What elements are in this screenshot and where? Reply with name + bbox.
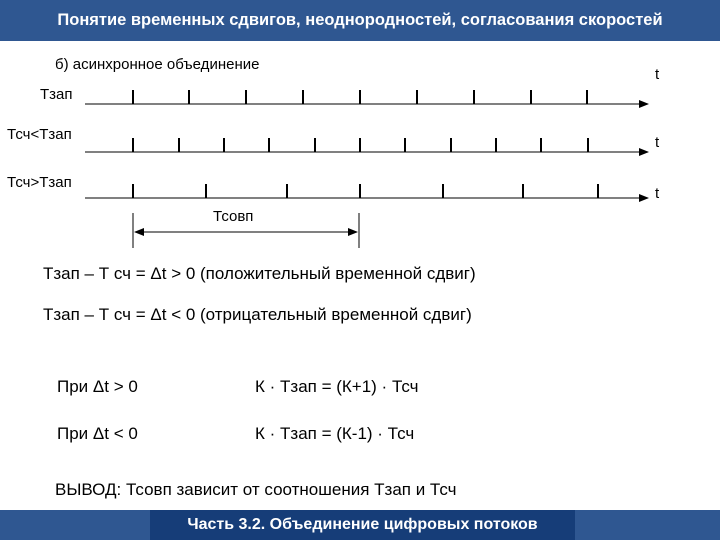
condition-negative: При Δt < 0	[57, 424, 138, 443]
footer-label: Часть 3.2. Объединение цифровых потоков	[150, 510, 575, 540]
axis-label-row2: t	[655, 134, 660, 151]
axis-label-row1: t	[655, 66, 660, 83]
formula-positive-shift: Тзап – Т сч = Δt > 0 (положительный временной сдвиг)	[43, 264, 476, 283]
conclusion: ВЫВОД: Тсовп зависит от соотношения Тзап и Тсч	[55, 480, 457, 499]
row-label-tzap: Тзап	[40, 86, 73, 103]
condition-positive: При Δt > 0	[57, 377, 138, 396]
row-label-tsch-greater: Тсч>Тзап	[7, 174, 72, 191]
row-label-tsch-less: Тсч<Тзап	[7, 126, 72, 143]
subtitle: б) асинхронное объединение	[55, 56, 260, 73]
slide-title: Понятие временных сдвигов, неоднородностей, согласования скоростей	[0, 0, 720, 41]
equation-negative: К · Тзап = (К-1) · Тсч	[255, 424, 415, 443]
equation-positive: К · Тзап = (К+1) · Тсч	[255, 377, 419, 396]
interval-label: Тсовп	[213, 208, 254, 225]
formula-negative-shift: Тзап – Т сч = Δt < 0 (отрицательный временной сдвиг)	[43, 305, 472, 324]
footer-bar	[0, 510, 720, 540]
axis-label-row3: t	[655, 185, 660, 202]
